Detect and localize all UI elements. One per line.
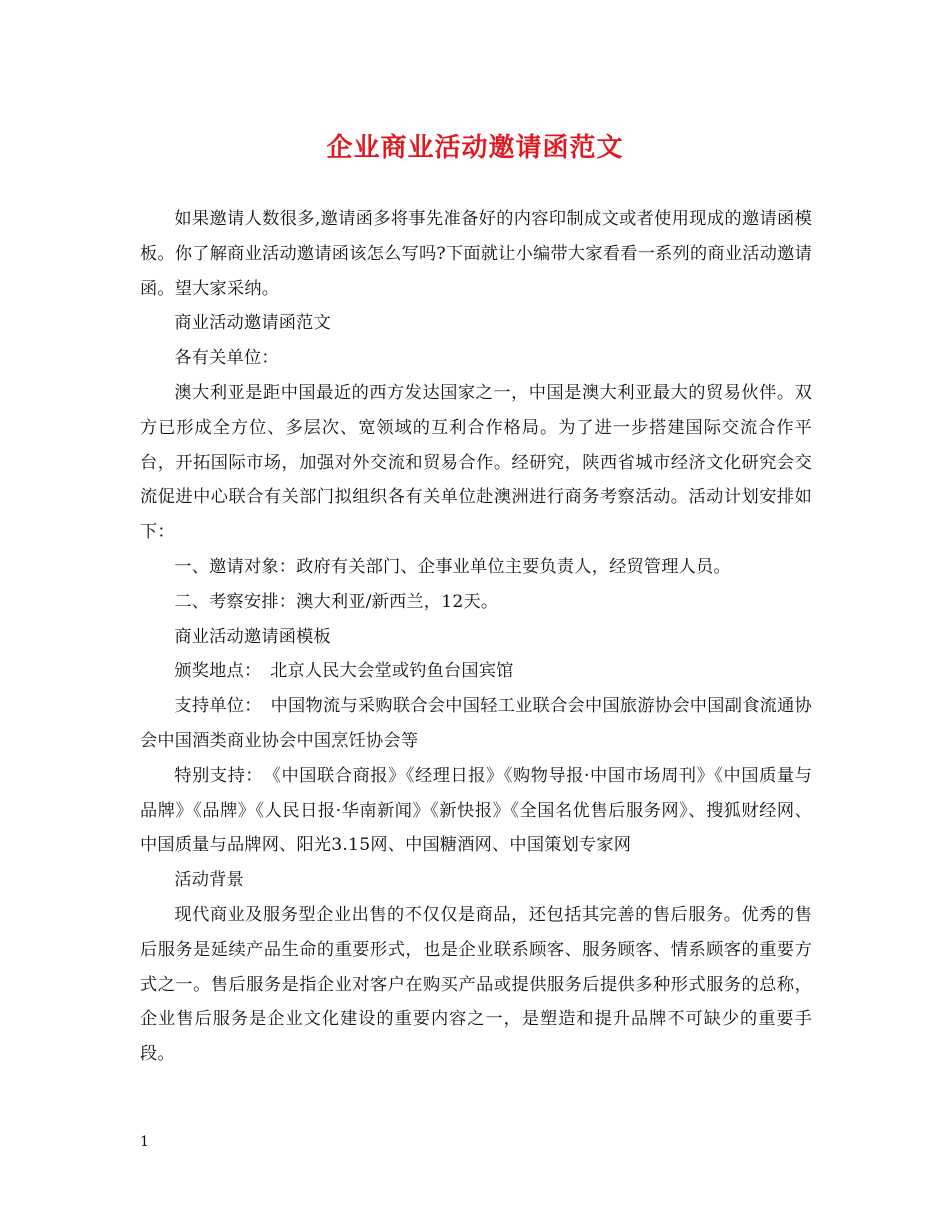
- paragraph-intro: 如果邀请人数很多,邀请函多将事先准备好的内容印制成文或者使用现成的邀请函模板。你了解商业活动邀请函该怎么写吗?下面就让小编带大家看看一系列的商业活动邀请函。望大家采纳。: [140, 209, 812, 299]
- section-heading-sample: 商业活动邀请函范文: [174, 313, 331, 334]
- paragraph-special-support: 特别支持： 《中国联合商报》《经理日报》《购物导报·中国市场周刊》《中国质量与品牌》《品牌》《人民日报·华南新闻》《新快报》《全国名优售后服务网》、搜狐财经网、中国质量与品牌网、阳光3.15网、中国糖酒网、中国策划专家网: [140, 765, 812, 856]
- document-body: [140, 202, 812, 1072]
- paragraph-venue: 颁奖地点： 北京人民大会堂或钓鱼台国宾馆: [174, 661, 514, 682]
- section-heading-template: 商业活动邀请函模板: [174, 626, 331, 647]
- paragraph-salutation: 各有关单位：: [174, 348, 279, 369]
- paragraph-supporters: 支持单位： 中国物流与采购联合会中国轻工业联合会中国旅游协会中国副食流通协会中国酒类商业协会中国烹饪协会等: [140, 696, 812, 751]
- paragraph-australia: 澳大利亚是距中国最近的西方发达国家之一，中国是澳大利亚最大的贸易伙伴。双方已形成全方位、多层次、宽领域的互利合作格局。为了进一步搭建国际交流合作平台，开拓国际市场，加强对外交流和贸易合作。经研究，陕西省城市经济文化研究会交流促进中心联合有关部门拟组织各有关单位赴澳洲进行商务考察活动。活动计划安排如下：: [140, 382, 812, 543]
- paragraph-background: 现代商业及服务型企业出售的不仅仅是商品，还包括其完善的售后服务。优秀的售后服务是延续产品生命的重要形式，也是企业联系顾客、服务顾客、情系顾客的重要方式之一。售后服务是指企业对客户在购买产品或提供服务后提供多种形式服务的总称，企业售后服务是企业文化建设的重要内容之一，是塑造和提升品牌不可缺少的重要手段。: [140, 904, 812, 1065]
- paragraph-itinerary: 二、考察安排：澳大利亚/新西兰，12天。: [174, 591, 499, 612]
- document-title: 企业商业活动邀请函范文: [326, 133, 624, 163]
- paragraph-invitees: 一、邀请对象：政府有关部门、企事业单位主要负责人，经贸管理人员。: [174, 556, 731, 577]
- section-heading-background: 活动背景: [174, 870, 244, 891]
- page-number: 1: [140, 1134, 149, 1150]
